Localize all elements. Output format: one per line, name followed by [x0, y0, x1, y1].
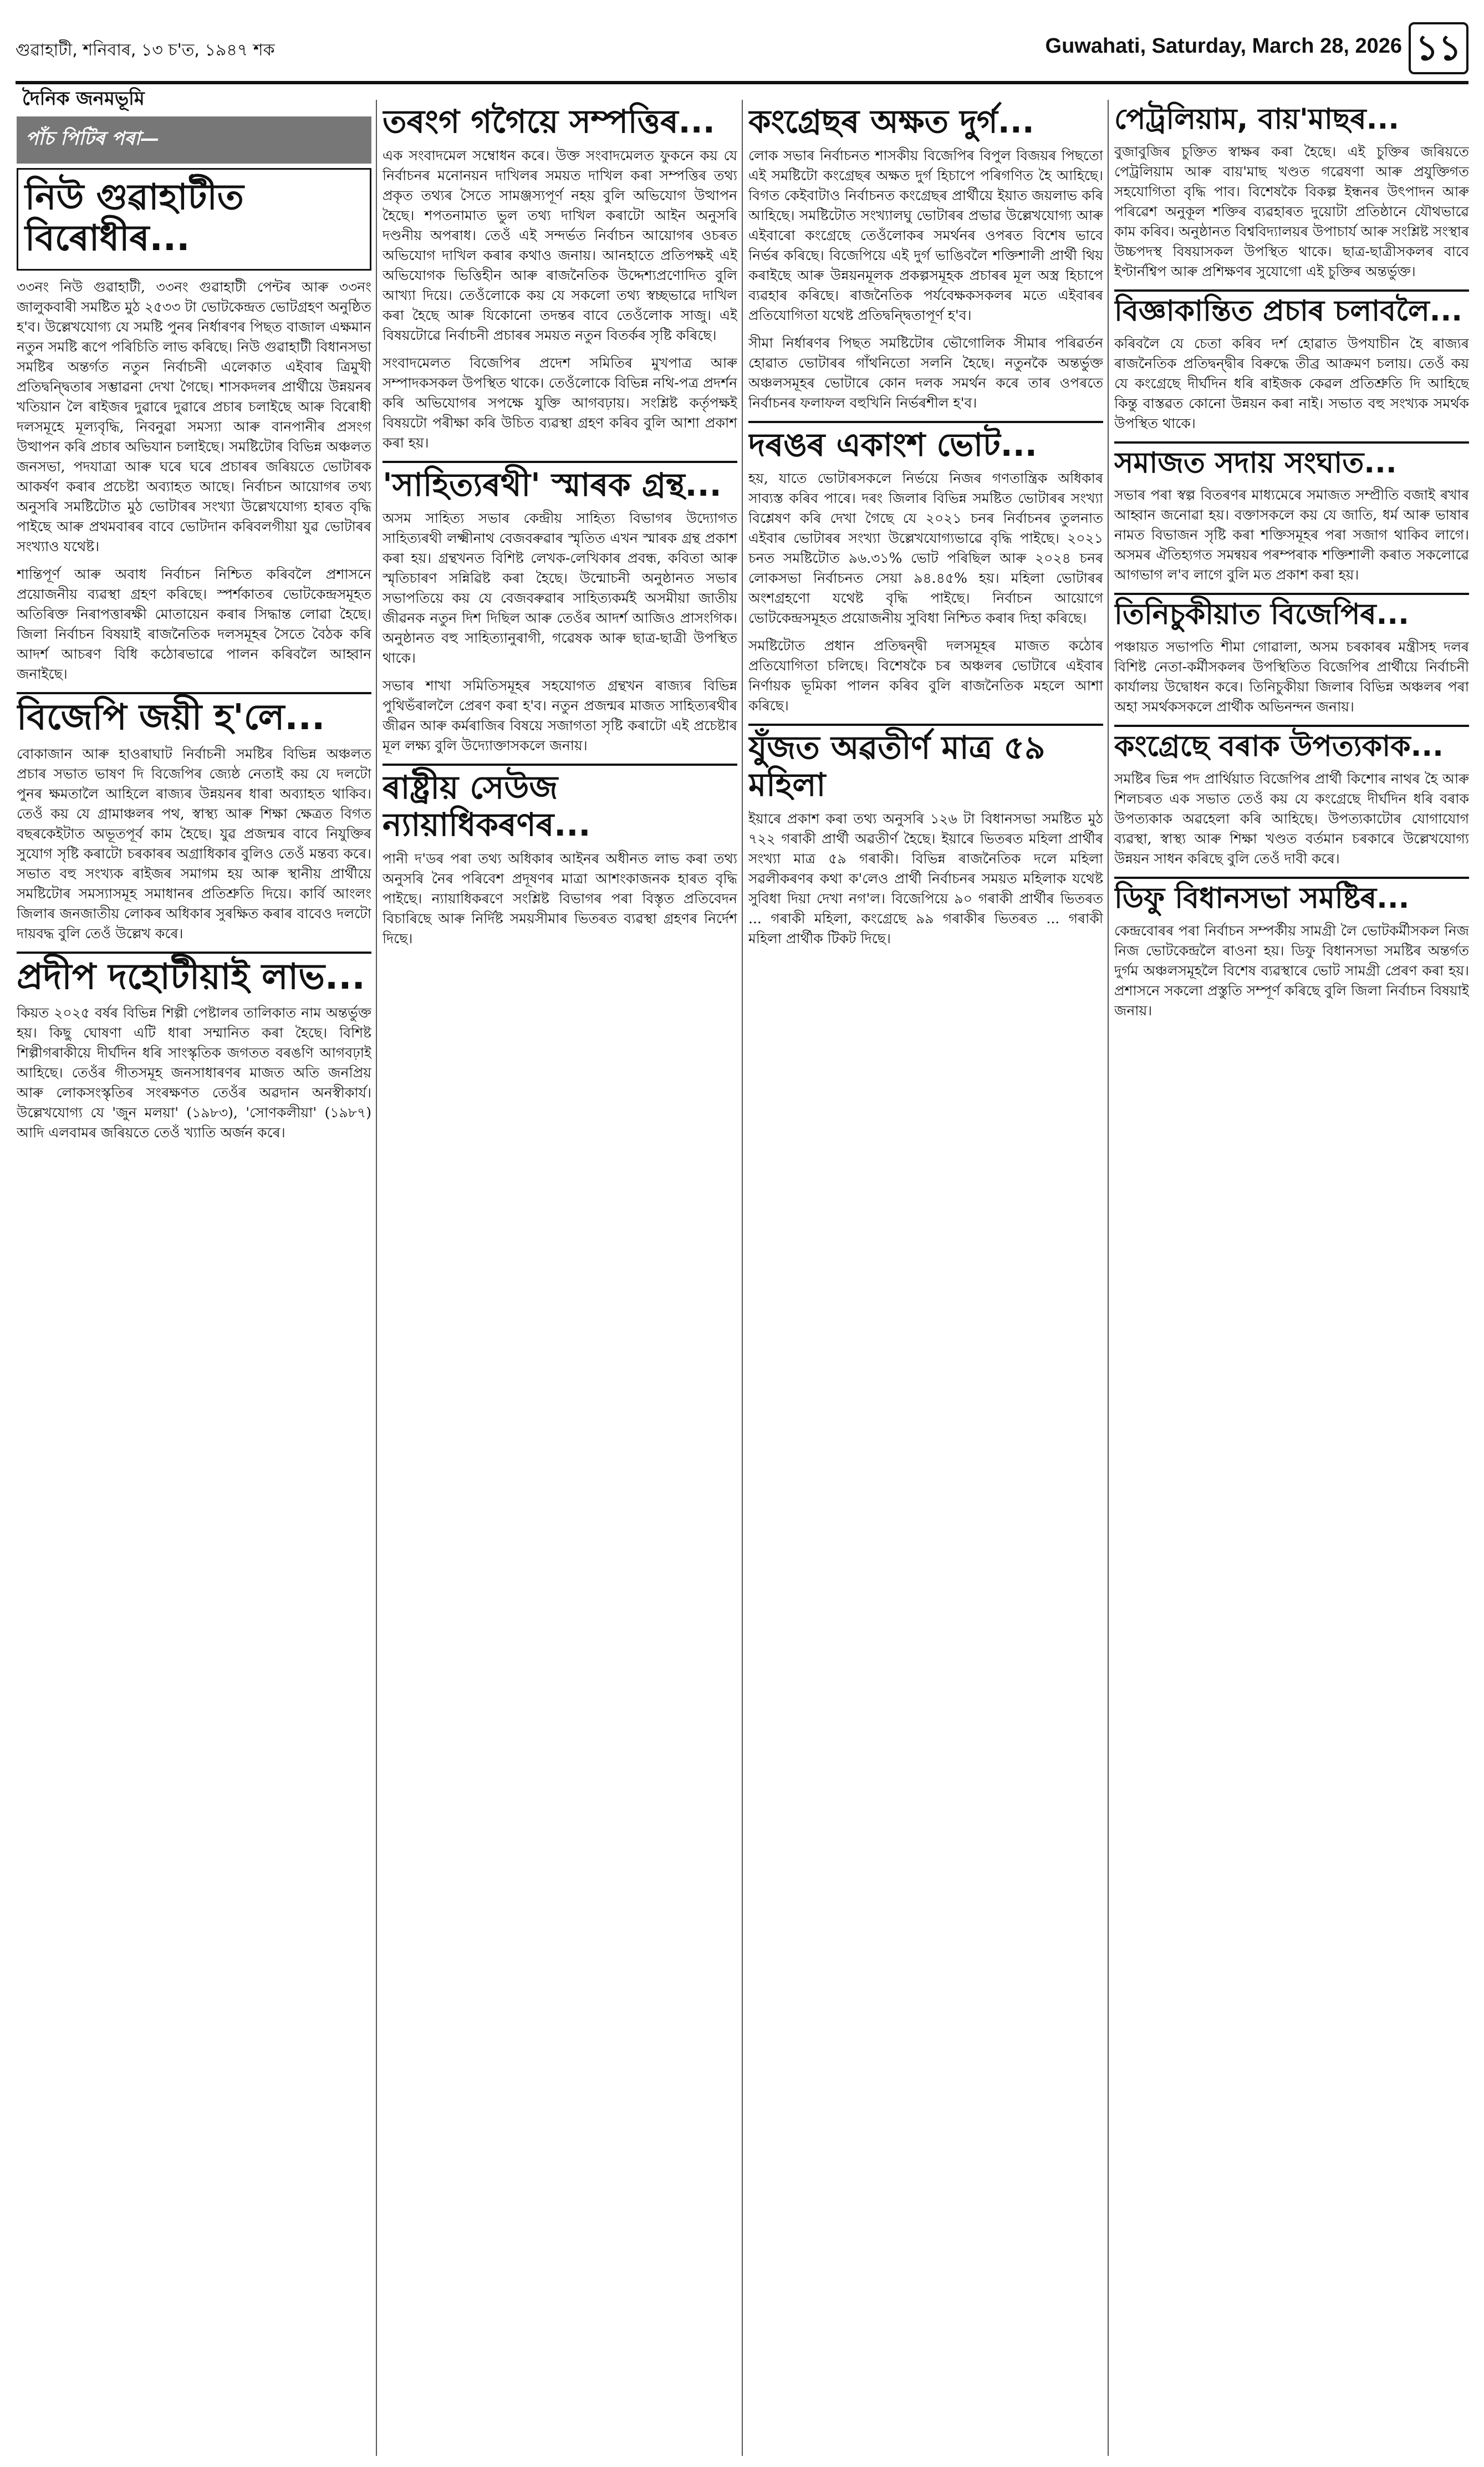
- column-2: [383, 100, 737, 2456]
- column-separator: [376, 100, 377, 2456]
- section-label: পাঁচ পিটিৰ পৰা—: [17, 116, 371, 164]
- article-1-headline: নিউ গুৱাহাটীত বিৰোধীৰ...: [25, 177, 244, 259]
- divider: [748, 421, 1103, 423]
- divider: [1114, 593, 1469, 595]
- article-8-headline: দৰঙৰ একাংশ ভোট...: [748, 425, 1037, 464]
- article-4-body: এক সংবাদমেল সম্বোধন কৰে। উক্ত সংবাদমেলত ফুকনে কয় যে নিৰ্বাচনৰ মনোনয়ন দাখিলৰ সময়ত দাখিল কৰা সম্পত্তিৰ তথ্য প্ৰকৃত তথ্যৰ সৈতে সামঞ্জস্যপূৰ্ণ নহয় বুলি অভিযোগ উত্থাপন হৈছে। শপতনামাত ভুল তথ্য দাখিল কৰাটো আইন অনুসৰি দণ্ডনীয় অপৰাধ। তেওঁ এই সন্দৰ্ভত নিৰ্বাচন আয়োগৰ ওচৰত অভিযোগ দাখিল কৰাৰ কথাও জনায়। আনহাতে প্ৰতিপক্ষই এই অভিযোগক ভিত্তিহীন আৰু ৰাজনৈতিক উদ্দেশ্যপ্ৰণোদিত বুলি আখ্যা দিয়ে। তেওঁলোকে কয় যে সকলো তথ্য স্বচ্ছভাৱে দাখিল কৰা হৈছে আৰু যিকোনো তদন্তৰ বাবে তেওঁলোক সাজু। এই বিষয়টোৱে নিৰ্বাচনী প্ৰচাৰৰ সময়ত নতুন বিতৰ্কৰ সৃষ্টি কৰিছে।: [383, 147, 737, 343]
- article-2-body: বোকাজান আৰু হাওৰাঘাট নিৰ্বাচনী সমষ্টিৰ বিভিন্ন অঞ্চলত প্ৰচাৰ সভাত ভাষণ দি বিজেপিৰ জ্যেষ্ঠ নেতাই কয় যে দলটো পুনৰ ক্ষমতালৈ আহিলে ৰাজ্যৰ উন্নয়নৰ ধাৰা অব্যাহত থাকিব। তেওঁ কয় যে গ্ৰামাঞ্চলৰ পথ, স্বাস্থ্য আৰু শিক্ষা ক্ষেত্ৰত বিগত বছৰকেইটাত অভূতপূৰ্ব কাম হৈছে। যুৱ প্ৰজন্মৰ বাবে নিযুক্তিৰ সুযোগ সৃষ্টি কৰাটো চৰকাৰৰ অগ্ৰাধিকাৰ বুলিও তেওঁ মন্তব্য কৰে। সভাত বহু সংখ্যক ৰাইজৰ সমাগম হয় আৰু স্থানীয় প্ৰাৰ্থীয়ে সমষ্টিটোৰ সমস্যাসমূহ সমাধানৰ প্ৰতিশ্ৰুতি দিয়ে। কাৰ্বি আংলং জিলাৰ জনজাতীয় লোকৰ অধিকাৰ সুৰক্ষিত কৰাৰ বাবেও দলটো দায়বদ্ধ বুলি তেওঁ উল্লেখ কৰে।: [17, 745, 371, 942]
- article-12-body: সভাৰ পৰা স্বল্প বিতৰণৰ মাধ্যমেৰে সমাজত সম্প্ৰীতি বজাই ৰখাৰ আহ্বান জনোৱা হয়। বক্তাসকলে কয় যে জাতি, ধৰ্ম আৰু ভাষাৰ নামত বিভাজন সৃষ্টি কৰা শক্তিসমূহৰ পৰা সজাগ থাকিব লাগে। অসমৰ ঐতিহ্যগত সমন্বয়ৰ পৰম্পৰাক শক্তিশালী কৰাত সকলোৱে আগভাগ ল'ব লাগে বুলি মত প্ৰকাশ কৰা হয়।: [1114, 487, 1469, 583]
- article-9-headline: যুঁজত অৱতীৰ্ণ মাত্ৰ ৫৯ মহিলা: [748, 729, 1046, 804]
- article-9-body: ইয়াৰে প্ৰকাশ কৰা তথ্য অনুসৰি ১২৬ টা বিধানসভা সমষ্টিত মুঠ ৭২২ গৰাকী প্ৰাৰ্থী অৱতীৰ্ণ হৈছে। ইয়াৰে ভিতৰত মহিলা প্ৰাৰ্থীৰ সংখ্যা মাত্ৰ ৫৯ গৰাকী। বিভিন্ন ৰাজনৈতিক দলে মহিলা সৱলীকৰণৰ কথা ক'লেও প্ৰাৰ্থী নিৰ্বাচনৰ সময়ত মহিলাক যথেষ্ট সুবিধা দিয়া দেখা নগ'ল। বিজেপিয়ে ৯০ গৰাকী প্ৰাৰ্থীৰ ভিতৰত ... গৰাকী মহিলা, কংগ্ৰেছে ৯৯ গৰাকীৰ ভিতৰত ... গৰাকী মহিলা প্ৰাৰ্থীক টিকট দিছে।: [748, 810, 1103, 947]
- article-8-body-2: সমষ্টিটোত প্ৰধান প্ৰতিদ্বন্দ্বী দলসমূহৰ মাজত কঠোৰ প্ৰতিযোগিতা চলিছে। বিশেষকৈ চৰ অঞ্চলৰ ভোটাৰে এইবাৰ নিৰ্ণায়ক ভূমিকা পালন কৰিব বুলি ৰাজনৈতিক মহলে আশা কৰিছে।: [748, 638, 1103, 714]
- article-15-headline: ডিফু বিধানসভা সমষ্টিৰ...: [1114, 881, 1410, 915]
- article-13-headline: তিনিচুকীয়াত বিজেপিৰ...: [1114, 598, 1409, 632]
- article-14-headline: কংগ্ৰেছে বৰাক উপত্যকাক...: [1114, 730, 1444, 764]
- article-7-body-2: সীমা নিৰ্ধাৰণৰ পিছত সমষ্টিটোৰ ভৌগোলিক সীমাৰ পৰিৱৰ্তন হোৱাত ভোটাৰৰ গাঁথনিতো সলনি হৈছে। নতুনকৈ অন্তৰ্ভুক্ত অঞ্চলসমূহৰ ভোটাৰে কোন দলক সমৰ্থন কৰে তাৰ ওপৰতে নিৰ্বাচনৰ ফলাফল বহুখিনি নিৰ্ভৰশীল হ'ব।: [748, 334, 1103, 411]
- header-date-english: Guwahati, Saturday, March 28, 2026: [1045, 34, 1402, 58]
- divider: [17, 952, 371, 954]
- header-date-assamese: গুৱাহাটী, শনিবাৰ, ১৩ চ'ত, ১৯৪৭ শক: [16, 40, 275, 60]
- article-14-body: সমষ্টিৰ ভিন্ন পদ প্ৰাৰ্থিয়াত বিজেপিৰ প্ৰাৰ্থী কিশোৰ নাথৰ হৈ আৰু শিলচৰত এক সভাত তেওঁ কয় যে কংগ্ৰেছে দীৰ্ঘদিন ধৰি বৰাক উপত্যকাক অৱহেলা কৰি আহিছে। উপত্যকাটোৰ যোগাযোগ ব্যৱস্থা, স্বাস্থ্য আৰু শিক্ষা খণ্ডত বৰ্তমান চৰকাৰে উল্লেখযোগ্য উন্নয়ন সাধন কৰিছে বুলি তেওঁ দাবী কৰে।: [1114, 770, 1469, 867]
- article-4-headline: তৰংগ গগৈয়ে সম্পত্তিৰ...: [383, 103, 715, 140]
- divider: [1114, 441, 1469, 444]
- article-5-headline: 'সাহিত্যৰথী' স্মাৰক গ্ৰন্থ...: [383, 465, 722, 503]
- article-6-headline: ৰাষ্ট্ৰীয় সেউজ ন্যায়াধিকৰণৰ...: [383, 769, 591, 844]
- article-3-headline: প্ৰদীপ দহোটীয়াই লাভ...: [17, 956, 365, 998]
- divider: [17, 692, 371, 694]
- article-1-body-2: শান্তিপূৰ্ণ আৰু অবাধ নিৰ্বাচন নিশ্চিত কৰিবলৈ প্ৰশাসনে প্ৰয়োজনীয় ব্যৱস্থা গ্ৰহণ কৰিছে। স্পৰ্শকাতৰ ভোটকেন্দ্ৰসমূহত অতিৰিক্ত নিৰাপত্তাৰক্ষী মোতায়েন কৰাৰ সিদ্ধান্ত লোৱা হৈছে। জিলা নিৰ্বাচন বিষয়াই ৰাজনৈতিক দলসমূহৰ সৈতে বৈঠক কৰি আদৰ্শ আচৰণ বিধি কঠোৰভাৱে পালন কৰিবলৈ আহ্বান জনাইছে।: [17, 566, 371, 683]
- article-11-body: কৰিবলৈ যে চেতা কৰিব দৰ্শ হোৱাত উপযাচীন হৈ ৰাজ্যৰ ৰাজনৈতিক প্ৰতিদ্বন্দ্বীৰ বিৰুদ্ধে তীব্ৰ আক্ৰমণ চলায়। তেওঁ কয় যে কংগ্ৰেছে দীৰ্ঘদিন ধৰি ৰাইজক কেৱল প্ৰতিশ্ৰুতি দি আহিছে কিন্তু বাস্তৱত কোনো উন্নয়ন কৰা নাই। সভাত বহু সংখ্যক সমৰ্থক উপস্থিত থাকে।: [1114, 335, 1469, 431]
- article-10-headline: পেট্ৰলিয়াম, বায়'মাছৰ...: [1114, 103, 1399, 136]
- article-1-body: ৩৩নং নিউ গুৱাহাটী, ৩৩নং গুৱাহাটী পেন্টৰ আৰু ৩৩নং জালুকবাৰী সমষ্টিত মুঠ ২৫৩৩ টা ভোটকেন্দ্ৰত ভোটগ্ৰহণ অনুষ্ঠিত হ'ব। উল্লেখযোগ্য যে সমষ্টি পুনৰ নিৰ্ধাৰণৰ পিছত বাজাল এক্ষমান নতুন সমষ্টি ৰূপে পৰিচিতি লাভ কৰিছে। নিউ গুৱাহাটী বিধানসভা সমষ্টিৰ অন্তৰ্গত নতুন নিৰ্বাচনী এলেকাত এইবাৰ ত্ৰিমুখী প্ৰতিদ্বন্দ্বিতাৰ সম্ভাৱনা দেখা গৈছে। শাসকদলৰ প্ৰাৰ্থীয়ে উন্নয়নৰ খতিয়ান লৈ ৰাইজৰ দুৱাৰে দুৱাৰে প্ৰচাৰ চলাইছে আৰু বিৰোধী দলসমূহে মূল্যবৃদ্ধি, নিবনুৱা সমস্যা আৰু বানপানীৰ প্ৰসংগ উত্থাপন কৰি প্ৰচাৰ অভিযান চলাইছে। সমষ্টিটোৰ বিভিন্ন অঞ্চলত জনসভা, পদযাত্ৰা আৰু ঘৰে ঘৰে প্ৰচাৰৰ জৰিয়তে ভোটাৰক আকৰ্ষণ কৰাৰ প্ৰচেষ্টা অব্যাহত আছে। নিৰ্বাচন আয়োগৰ তথ্য অনুসৰি সমষ্টিটোত মুঠ ভোটাৰৰ সংখ্যা উল্লেখযোগ্য হাৰত বৃদ্ধি পাইছে আৰু প্ৰথমবাৰৰ বাবে ভোটদান কৰিবলগীয়া যুৱ ভোটাৰৰ সংখ্যাও যথেষ্ট।: [17, 279, 371, 555]
- column-1: [17, 116, 371, 2456]
- column-3: [748, 100, 1103, 2456]
- article-10-body: বুজাবুজিৰ চুক্তিত স্বাক্ষৰ কৰা হৈছে। এই চুক্তিৰ জৰিয়তে পেট্ৰলিয়াম আৰু বায়'মাছ খণ্ডত গৱেষণা আৰু প্ৰযুক্তিগত সহযোগিতা বৃদ্ধি পাব। বিশেষকৈ বিকল্প ইন্ধনৰ উৎপাদন আৰু পৰিৱেশ অনুকূল শক্তিৰ ব্যৱহাৰত দুয়োটা প্ৰতিষ্ঠানে যৌথভাৱে কাম কৰিব। অনুষ্ঠানত বিশ্ববিদ্যালয়ৰ উপাচাৰ্য আৰু সংশ্লিষ্ট সংস্থাৰ উচ্চপদস্থ বিষয়াসকল উপস্থিত থাকে। ছাত্ৰ-ছাত্ৰীসকলৰ বাবে ইণ্টাৰ্নশ্বিপ আৰু প্ৰশিক্ষণৰ সুযোগো এই চুক্তিৰ অন্তৰ্ভুক্ত।: [1114, 143, 1469, 279]
- article-4-body-2: সংবাদমেলত বিজেপিৰ প্ৰদেশ সমিতিৰ মুখপাত্ৰ আৰু সম্পাদকসকল উপস্থিত থাকে। তেওঁলোকে বিভিন্ন নথি-পত্ৰ প্ৰদৰ্শন কৰি অভিযোগৰ সপক্ষে যুক্তি আগবঢ়ায়। সংশ্লিষ্ট কৰ্তৃপক্ষই বিষয়টো পৰীক্ষা কৰি উচিত ব্যৱস্থা গ্ৰহণ কৰিব বুলি আশা প্ৰকাশ কৰা হয়।: [383, 354, 737, 451]
- article-11-headline: বিজ্ঞাকান্তিত প্ৰচাৰ চলাবলৈ...: [1114, 294, 1462, 328]
- divider: [1114, 725, 1469, 727]
- divider: [748, 724, 1103, 726]
- article-5-body-2: সভাৰ শাখা সমিতিসমূহৰ সহযোগত গ্ৰন্থখন ৰাজ্যৰ বিভিন্ন পুথিভঁৰাললৈ প্ৰেৰণ কৰা হ'ব। নতুন প্ৰজন্মৰ মাজত সাহিত্যৰথীৰ জীৱন আৰু কৰ্মৰাজিৰ বিষয়ে সজাগতা সৃষ্টি কৰাটো এই প্ৰচেষ্টাৰ মূল লক্ষ্য বুলি উদ্যোক্তাসকলে জনায়।: [383, 678, 737, 754]
- divider: [1114, 877, 1469, 879]
- page-header: [16, 22, 1468, 83]
- article-5-body: অসম সাহিত্য সভাৰ কেন্দ্ৰীয় সাহিত্য বিভাগৰ উদ্যোগত সাহিত্যৰথী লক্ষ্মীনাথ বেজবৰুৱাৰ স্মৃতিত এখন স্মাৰক গ্ৰন্থ প্ৰকাশ কৰা হয়। গ্ৰন্থখনত বিশিষ্ট লেখক-লেখিকাৰ প্ৰবন্ধ, কবিতা আৰু স্মৃতিচাৰণ সন্নিৱিষ্ট কৰা হৈছে। উন্মোচনী অনুষ্ঠানত সভাৰ সভাপতিয়ে কয় যে বেজবৰুৱাৰ সাহিত্যকৰ্মই অসমীয়া জাতীয় জীৱনক নতুন দিশ দিছিল আৰু তেওঁৰ আদৰ্শ আজিও প্ৰাসংগিক। অনুষ্ঠানত বহু সাহিত্যানুৰাগী, গৱেষক আৰু ছাত্ৰ-ছাত্ৰী উপস্থিত থাকে।: [383, 510, 737, 667]
- article-7-headline: কংগ্ৰেছৰ অক্ষত দুৰ্গ...: [748, 103, 1034, 140]
- article-1-headline-box: [17, 168, 371, 271]
- page-number-box: ১১: [1409, 22, 1468, 74]
- article-7-body: লোক সভাৰ নিৰ্বাচনত শাসকীয় বিজেপিৰ বিপুল বিজয়ৰ পিছতো এই সমষ্টিটো কংগ্ৰেছৰ অক্ষত দুৰ্গ হিচাপে পৰিগণিত হৈ আহিছে। বিগত কেইবাটাও নিৰ্বাচনত কংগ্ৰেছৰ প্ৰাৰ্থীয়ে ইয়াত জয়লাভ কৰি আহিছে। সমষ্টিটোত সংখ্যালঘু ভোটাৰৰ প্ৰভাৱ উল্লেখযোগ্য আৰু এইবাৰো কংগ্ৰেছে তেওঁলোকৰ সমৰ্থনৰ ওপৰত বিশেষ ভাবে নিৰ্ভৰ কৰিছে। বিজেপিয়ে এই দুৰ্গ ভাঙিবলৈ শক্তিশালী প্ৰাৰ্থী থিয় কৰাইছে আৰু উন্নয়নমূলক প্ৰকল্পসমূহক প্ৰচাৰৰ মূল অস্ত্ৰ হিচাপে ব্যৱহাৰ কৰিছে। ৰাজনৈতিক পৰ্যবেক্ষকসকলৰ মতে এইবাৰৰ প্ৰতিযোগিতা যথেষ্ট প্ৰতিদ্বন্দ্বিতাপূৰ্ণ হ'ব।: [748, 147, 1103, 323]
- header-rule: [16, 81, 1468, 84]
- article-12-headline: সমাজত সদায় সংঘাত...: [1114, 446, 1397, 480]
- column-separator: [742, 100, 743, 2456]
- article-15-body: কেন্দ্ৰবোৰৰ পৰা নিৰ্বাচন সম্পৰ্কীয় সামগ্ৰী লৈ ভোটকৰ্মীসকল নিজ নিজ ভোটকেন্দ্ৰলৈ ৰাওনা হয়। ডিফু বিধানসভা সমষ্টিৰ অন্তৰ্গত দুৰ্গম অঞ্চলসমূহলৈ বিশেষ ব্যৱস্থাৰে ভোট সামগ্ৰী প্ৰেৰণ কৰা হয়। প্ৰশাসনে সকলো প্ৰস্তুতি সম্পূৰ্ণ কৰিছে বুলি জিলা নিৰ্বাচন বিষয়াই জনায়।: [1114, 922, 1469, 1019]
- article-2-headline: বিজেপি জয়ী হ'লে...: [17, 697, 325, 739]
- divider: [383, 461, 737, 463]
- paper-name: দৈনিক জনমভূমি: [22, 88, 145, 110]
- column-4: [1114, 100, 1469, 2456]
- column-separator: [1108, 100, 1109, 2456]
- article-8-body: হয়, যাতে ভোটাৰসকলে নিৰ্ভয়ে নিজৰ গণতান্ত্ৰিক অধিকাৰ সাব্যস্ত কৰিব পাৰে। দৰং জিলাৰ বিভিন্ন সমষ্টিত ভোটাৰৰ সংখ্যা বিশ্লেষণ কৰি দেখা গৈছে যে ২০২১ চনৰ নিৰ্বাচনৰ তুলনাত এইবাৰ ভোটাৰৰ সংখ্যা উল্লেখযোগ্যভাৱে বৃদ্ধি পাইছে। ২০২১ চনত সমষ্টিটোত ৯৬.৩১% ভোট পৰিছিল আৰু ২০২৪ চনৰ লোকসভা নিৰ্বাচনত সেয়া ৯৪.৪৫% হয়। মহিলা ভোটাৰৰ অংশগ্ৰহণো যথেষ্ট বৃদ্ধি পাইছে। নিৰ্বাচন আয়োগে ভোটকেন্দ্ৰসমূহত প্ৰয়োজনীয় সুবিধা নিশ্চিত কৰাৰ দিহা কৰিছে।: [748, 470, 1103, 627]
- article-13-body: পঞ্চায়ত সভাপতি শীমা গোৱালা, অসম চৰকাৰৰ মন্ত্ৰীসহ দলৰ বিশিষ্ট নেতা-কৰ্মীসকলৰ উপস্থিতিত বিজেপিৰ প্ৰাৰ্থীয়ে নিৰ্বাচনী কাৰ্যালয় উদ্বোধন কৰে। তিনিচুকীয়া জিলাৰ বিভিন্ন অঞ্চলৰ পৰা অহা সমৰ্থকসকলে প্ৰাৰ্থীক অভিনন্দন জনায়।: [1114, 639, 1469, 715]
- article-6-body: পানী দ'ডৰ পৰা তথ্য অধিকাৰ আইনৰ অধীনত লাভ কৰা তথ্য অনুসৰি নৈৰ পৰিবেশ প্ৰদূষণৰ মাত্ৰা আশংকাজনক হাৰত বৃদ্ধি পাইছে। ন্যায়াধিকৰণে সংশ্লিষ্ট বিভাগৰ পৰা বিস্তৃত প্ৰতিবেদন বিচাৰিছে আৰু নিৰ্দিষ্ট সময়সীমাৰ ভিতৰত ব্যৱস্থা গ্ৰহণৰ নিৰ্দেশ দিছে।: [383, 850, 737, 947]
- divider: [383, 764, 737, 766]
- divider: [1114, 289, 1469, 292]
- article-3-body: কিয়ত ২০২৫ বৰ্ষৰ বিভিন্ন শিল্পী পেষ্টালৰ তালিকাত নাম অন্তৰ্ভুক্ত হয়। কিছু ঘোষণা এটি ধাৰা সম্মানিত কৰা হৈছে। বিশিষ্ট শিল্পীগৰাকীয়ে দীৰ্ঘদিন ধৰি সাংস্কৃতিক জগতত বৰঙণি আগবঢ়াই আহিছে। তেওঁৰ গীতসমূহ জনসাধাৰণৰ মাজত অতি জনপ্ৰিয় আৰু লোকসংস্কৃতিৰ সংৰক্ষণত তেওঁৰ অৱদান অনস্বীকাৰ্য। উল্লেখযোগ্য যে 'জুন মলয়া' (১৯৮৩), 'সোণকলীয়া' (১৯৮৭) আদি এলবামৰ জৰিয়তে তেওঁ খ্যাতি অৰ্জন কৰে।: [17, 1005, 371, 1141]
